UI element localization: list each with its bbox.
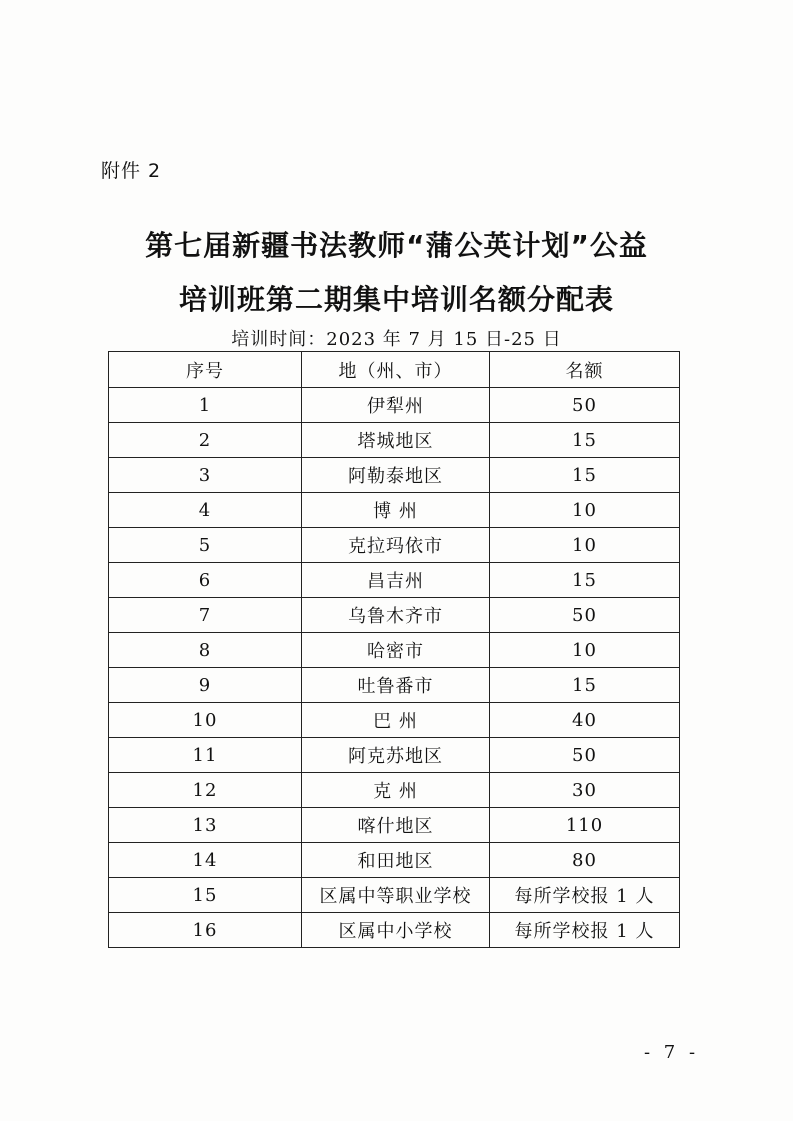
quota-cell: 每所学校报 1 人	[490, 913, 680, 948]
serial-number-cell: 11	[109, 738, 302, 773]
serial-number-cell: 8	[109, 633, 302, 668]
serial-number-cell: 14	[109, 843, 302, 878]
serial-number-cell: 4	[109, 493, 302, 528]
serial-number-cell: 6	[109, 563, 302, 598]
table-row	[109, 703, 680, 738]
quota-cell: 30	[490, 773, 680, 808]
serial-number-cell: 3	[109, 458, 302, 493]
quota-allocation-table	[108, 351, 680, 948]
table-row	[109, 808, 680, 843]
quota-cell: 15	[490, 563, 680, 598]
table-row	[109, 563, 680, 598]
quota-cell: 10	[490, 493, 680, 528]
region-cell: 区属中小学校	[302, 913, 490, 948]
serial-number-cell: 2	[109, 423, 302, 458]
serial-number-cell: 16	[109, 913, 302, 948]
attachment-label: 附件 2	[101, 160, 162, 182]
serial-number-cell: 12	[109, 773, 302, 808]
region-cell: 克 州	[302, 773, 490, 808]
quota-cell: 15	[490, 423, 680, 458]
table-row	[109, 843, 680, 878]
region-cell: 吐鲁番市	[302, 668, 490, 703]
quota-cell: 40	[490, 703, 680, 738]
table-row	[109, 913, 680, 948]
region-cell: 和田地区	[302, 843, 490, 878]
table-row	[109, 493, 680, 528]
header-region: 地（州、市）	[302, 352, 490, 388]
table-row	[109, 738, 680, 773]
serial-number-cell: 1	[109, 388, 302, 423]
table-row	[109, 773, 680, 808]
serial-number-cell: 15	[109, 878, 302, 913]
region-cell: 克拉玛依市	[302, 528, 490, 563]
region-cell: 乌鲁木齐市	[302, 598, 490, 633]
region-cell: 哈密市	[302, 633, 490, 668]
table-row	[109, 528, 680, 563]
quota-cell: 50	[490, 598, 680, 633]
serial-number-cell: 9	[109, 668, 302, 703]
region-cell: 喀什地区	[302, 808, 490, 843]
document-title-line-2: 培训班第二期集中培训名额分配表	[178, 283, 614, 316]
serial-number-cell: 5	[109, 528, 302, 563]
serial-number-cell: 13	[109, 808, 302, 843]
quota-cell: 80	[490, 843, 680, 878]
table-row	[109, 598, 680, 633]
serial-number-cell: 7	[109, 598, 302, 633]
table-row	[109, 458, 680, 493]
quota-cell: 15	[490, 458, 680, 493]
table-row	[109, 668, 680, 703]
quota-cell: 110	[490, 808, 680, 843]
header-serial-number: 序号	[109, 352, 302, 388]
quota-cell: 15	[490, 668, 680, 703]
quota-cell: 10	[490, 528, 680, 563]
table-row	[109, 633, 680, 668]
table-row	[109, 388, 680, 423]
page-number: - 7 -	[644, 1042, 700, 1063]
training-time: 培训时间：2023 年 7 月 15 日-25 日	[231, 329, 562, 350]
region-cell: 塔城地区	[302, 423, 490, 458]
table-header-row	[109, 352, 680, 388]
table-row	[109, 878, 680, 913]
quota-cell: 每所学校报 1 人	[490, 878, 680, 913]
region-cell: 区属中等职业学校	[302, 878, 490, 913]
document-title-line-1: 第七届新疆书法教师“蒲公英计划”公益	[145, 229, 648, 262]
quota-cell: 50	[490, 738, 680, 773]
region-cell: 伊犁州	[302, 388, 490, 423]
region-cell: 阿克苏地区	[302, 738, 490, 773]
region-cell: 博 州	[302, 493, 490, 528]
table-row	[109, 423, 680, 458]
region-cell: 巴 州	[302, 703, 490, 738]
quota-cell: 10	[490, 633, 680, 668]
quota-cell: 50	[490, 388, 680, 423]
region-cell: 阿勒泰地区	[302, 458, 490, 493]
serial-number-cell: 10	[109, 703, 302, 738]
header-quota: 名额	[490, 352, 680, 388]
region-cell: 昌吉州	[302, 563, 490, 598]
